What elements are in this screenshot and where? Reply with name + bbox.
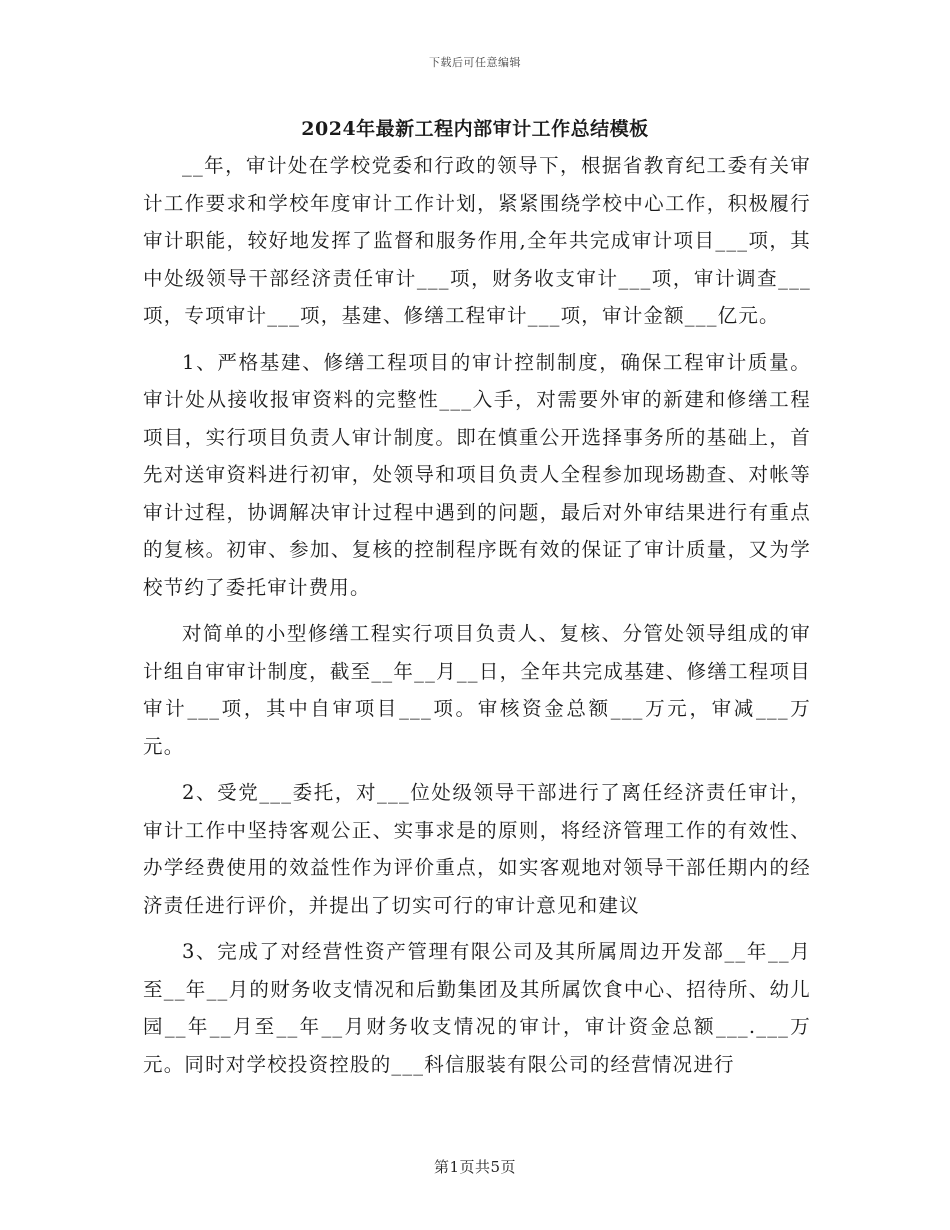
page-number: 第1页共5页 [433,1158,517,1176]
paragraph-self-audit: 对简单的小型修缮工程实行项目负责人、复核、分管处领导组成的审计组自审审计制度，截至__年__月__日，全年共完成基建、修缮工程项目审计___项，其中自审项目___项。审核资金总额___万元，审减___万元。 [143,622,811,758]
document-body [143,147,811,1092]
paragraph-item-1: 1、严格基建、修缮工程项目的审计控制制度，确保工程审计质量。审计处从接收报审资料的完整性___入手，对需要外审的新建和修缮工程项目，实行项目负责人审计制度。即在慎重公开选择事务所的基础上，首先对送审资料进行初审，处领导和项目负责人全程参加现场勘查、对帐等审计过程，协调解决审计过程中遇到的问题，最后对外审结果进行有重点的复核。初审、参加、复核的控制程序既有效的保证了审计质量，又为学校节约了委托审计费用。 [143,350,811,599]
header-note: 下载后可任意编辑 [429,56,521,69]
document-title: 2024年最新工程内部审计工作总结模板 [301,118,649,140]
paragraph-item-2: 2、受党___委托，对___位处级领导干部进行了离任经济责任审计，审计工作中坚持客观公正、实事求是的原则，将经济管理工作的有效性、办学经费使用的效益性作为评价重点，如实客观地对领导干部任期内的经济责任进行评价，并提出了切实可行的审计意见和建议 [143,781,811,917]
paragraph-intro: __年，审计处在学校党委和行政的领导下，根据省教育纪工委有关审计工作要求和学校年度审计工作计划，紧紧围绕学校中心工作，积极履行审计职能，较好地发挥了监督和服务作用,全年共完成审计项目___项，其中处级领导干部经济责任审计___项，财务收支审计___项，审计调查___项，专项审计___项，基建、修缮工程审计___项，审计金额___亿元。 [143,154,811,327]
paragraph-item-3: 3、完成了对经营性资产管理有限公司及其所属周边开发部__年__月至__年__月的财务收支情况和后勤集团及其所属饮食中心、招待所、幼儿园__年__月至__年__月财务收支情况的审计，审计资金总额___.___万元。同时对学校投资控股的___科信服装有限公司的经营情况进行 [143,940,811,1076]
